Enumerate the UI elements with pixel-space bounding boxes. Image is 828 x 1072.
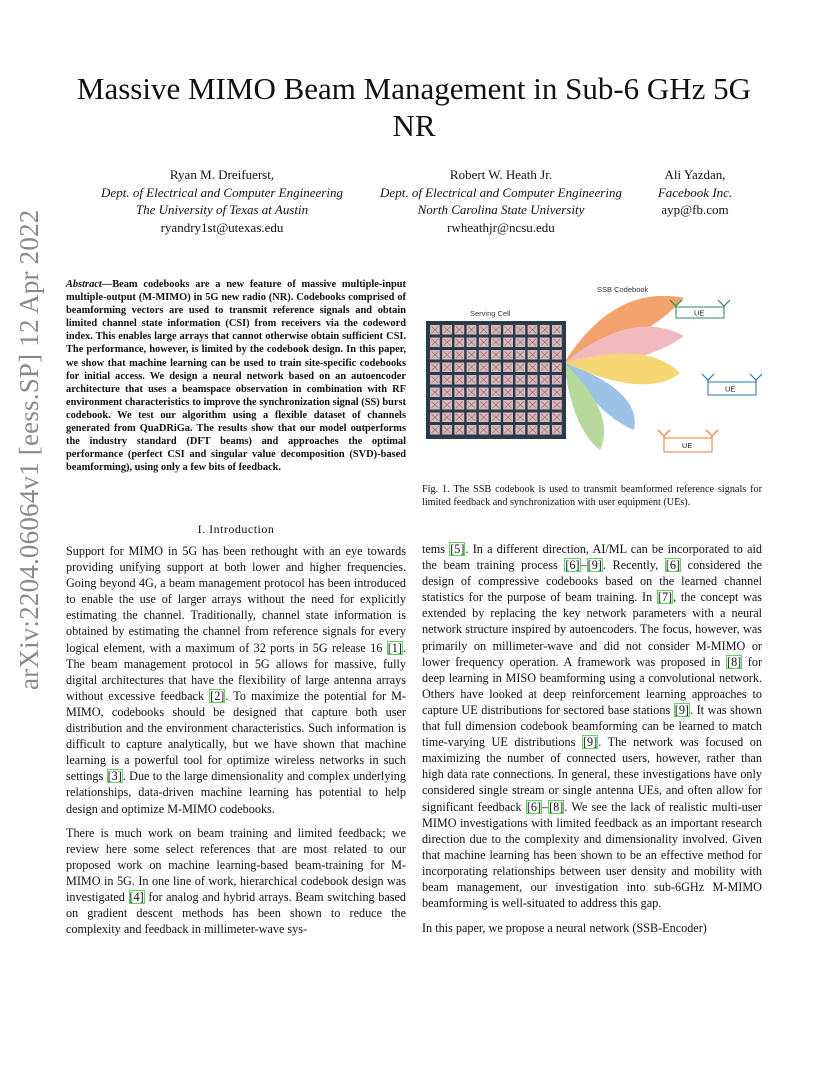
author-email: ryandry1st@utexas.edu [160,219,284,235]
author-email: rwheathjr@ncsu.edu [447,219,555,235]
author-affiliation: Facebook Inc. [657,184,733,200]
right-column-body [422,541,762,936]
citation-link[interactable]: [7] [657,590,673,605]
author-name: Robert W. Heath Jr. [449,167,553,182]
body-paragraph: There is much work on beam training and limited feedback; we review here some select references that are most related to our proposed work on machine learning-based beam-training for M-MIMO in 5G. In one line of work, hierarchical codebook design was investigated [4] for analog and hybrid arrays. Beam switching based on gradient descent methods has been shown to reduce the complexity and feedback in millimeter-wave sys- [66,825,406,937]
ue-middle-right [702,374,762,395]
author-name: Ryan M. Dreifuerst, [169,167,275,182]
citation-link[interactable]: [3] [107,769,122,784]
body-paragraph: In this paper, we propose a neural network (SSB-Encoder) [422,921,707,936]
antenna-elements [430,325,562,435]
beam-fan [564,296,684,450]
citation-link[interactable]: [6] [526,799,542,814]
ssb-codebook-label: SSB Codebook [597,285,649,294]
citation-link[interactable]: [6] [665,558,681,573]
paper-title: Massive MIMO Beam Management in Sub-6 GHz 5G NR [76,71,752,143]
citation-link[interactable]: [9] [582,735,598,750]
author-institution: North Carolina State University [417,202,585,217]
ue-label: UE [725,384,736,394]
figure-diagram [422,278,762,476]
citation-link[interactable]: [2] [210,688,225,703]
ue-label: UE [682,441,693,450]
author-email: ayp@fb.com [661,202,729,217]
body-paragraph: Support for MIMO in 5G has been rethought with an eye towards providing unifying support at both lower and higher frequencies. Going beyond 4G, a beam management protocol has been introduced to enable the use of larger arrays without the need for explicitly estimating the channel. Traditionally, channel state information is obtained by estimating the channel from reference signals for every logical element, with a maximum of 32 ports in 5G release 16 [1]. The beam management protocol in 5G allows for massive, fully digital architectures that have the flexibility of large antenna arrays without excessive feedback [2]. To maximize the potential for M-MIMO, codebooks should be designed that capture both user distribution and the environment characteristics. Such information is difficult to capture analytically, but we have shown that machine learning is a powerful tool for optimize wireless networks in such settings [3]. Due to the large dimensionality and complex underlying relationships, data-driven machine learning has potential to help design and optimize M-MIMO codebooks. [66,544,406,816]
serving-cell-label: Serving Cell [470,309,511,318]
author-block-1 [80,166,364,236]
arxiv-identifier: arXiv:2204.06064v1 [eess.SP] 12 Apr 2022 [14,209,44,690]
figure-1 [422,278,762,476]
citation-link[interactable]: [6] [565,558,580,573]
ue-bottom [658,430,718,452]
left-column-body [66,543,406,937]
abstract-label: Abstract [66,279,102,290]
ue-top-right [670,300,730,318]
author-affiliation: Dept. of Electrical and Computer Engineering [101,184,343,200]
citation-link[interactable]: [5] [450,542,465,556]
abstract [66,278,406,474]
citation-link[interactable]: [9] [587,558,602,573]
figure-caption: Fig. 1. The SSB codebook is used to transmit beamformed reference signals for limited feedback and synchronization with user equipment (UEs). [422,484,762,508]
citation-link[interactable]: [9] [674,702,689,717]
author-block-3 [640,166,750,219]
citation-link[interactable]: [4] [129,889,144,904]
abstract-text: —Beam codebooks are a new feature of massive multiple-input multiple-output (M-MIMO) in 5G new radio (NR). Codebooks comprised of beamforming vectors are used to transmit reference signals and obtain limited channel state information (CSI) from receivers via the codeword index. This enables large arrays that cannot otherwise obtain sufficient CSI. The performance, however, is limited by the codebook design. In this paper, we show that machine learning can be used to train site-specific codebooks for initial access. We design a neural network based on an autoencoder architecture that uses a beamspace observation in combination with RF environment characteristics to improve the synchronization signal (SS) burst codebook. We test our algorithm using a flexible dataset of channels generated from QuaDRiGa. The results show that our model outperforms the industry standard (DFT beams) and approaches the optimal performance (perfect CSI and singular value decomposition (SVD)-based beamforming), using only a few bits of feedback. [66,279,406,474]
ue-label: UE [694,308,705,318]
author-affiliation: Dept. of Electrical and Computer Engineering [380,184,622,200]
citation-link[interactable]: [8] [549,799,564,814]
author-institution: The University of Texas at Austin [135,202,309,217]
body-paragraph: tems [5]. In a different direction, AI/ML can be incorporated to aid the beam training process [6]–[9]. Recently, [6] considered the design of compressive codebooks based on the learned channel statistics for the purpose of beam training. In [7], the concept was extended by replacing the key network parameters with a neural network structure inspired by autoencoders. The focus, however, was primarily on millimeter-wave and did not consider M-MIMO or lower frequency operation. A framework was proposed in [8] for deep learning in MISO beamforming using a convolutional network. Others have looked at deep reinforcement learning approaches to capture UE distributions for sectored base stations [9]. It was shown that full dimension codebook beamforming can be learned to match time-varying UE distributions [9]. The network was focused on maximizing the number of connected users, however, rather than high data rate connections. In general, these investigations have only considered single stream or single antenna UEs, and often allow for significant feedback [6]–[8]. We see the lack of realistic multi-user MIMO investigations with limited feedback as an important research direction due to the complexity and dimensionality involved. Given that machine learning has been shown to be an effective method for incorporating relationships between user density and mobility with beam management, our investigation into sub-6GHz M-MIMO beamforming is well-situated to address this gap. [422,542,762,911]
citation-link[interactable]: [8] [727,654,742,669]
section-heading: I. Introduction [197,522,275,536]
author-name: Ali Yazdan, [664,167,726,182]
author-block-2 [368,166,634,236]
citation-link[interactable]: [1] [387,640,402,655]
